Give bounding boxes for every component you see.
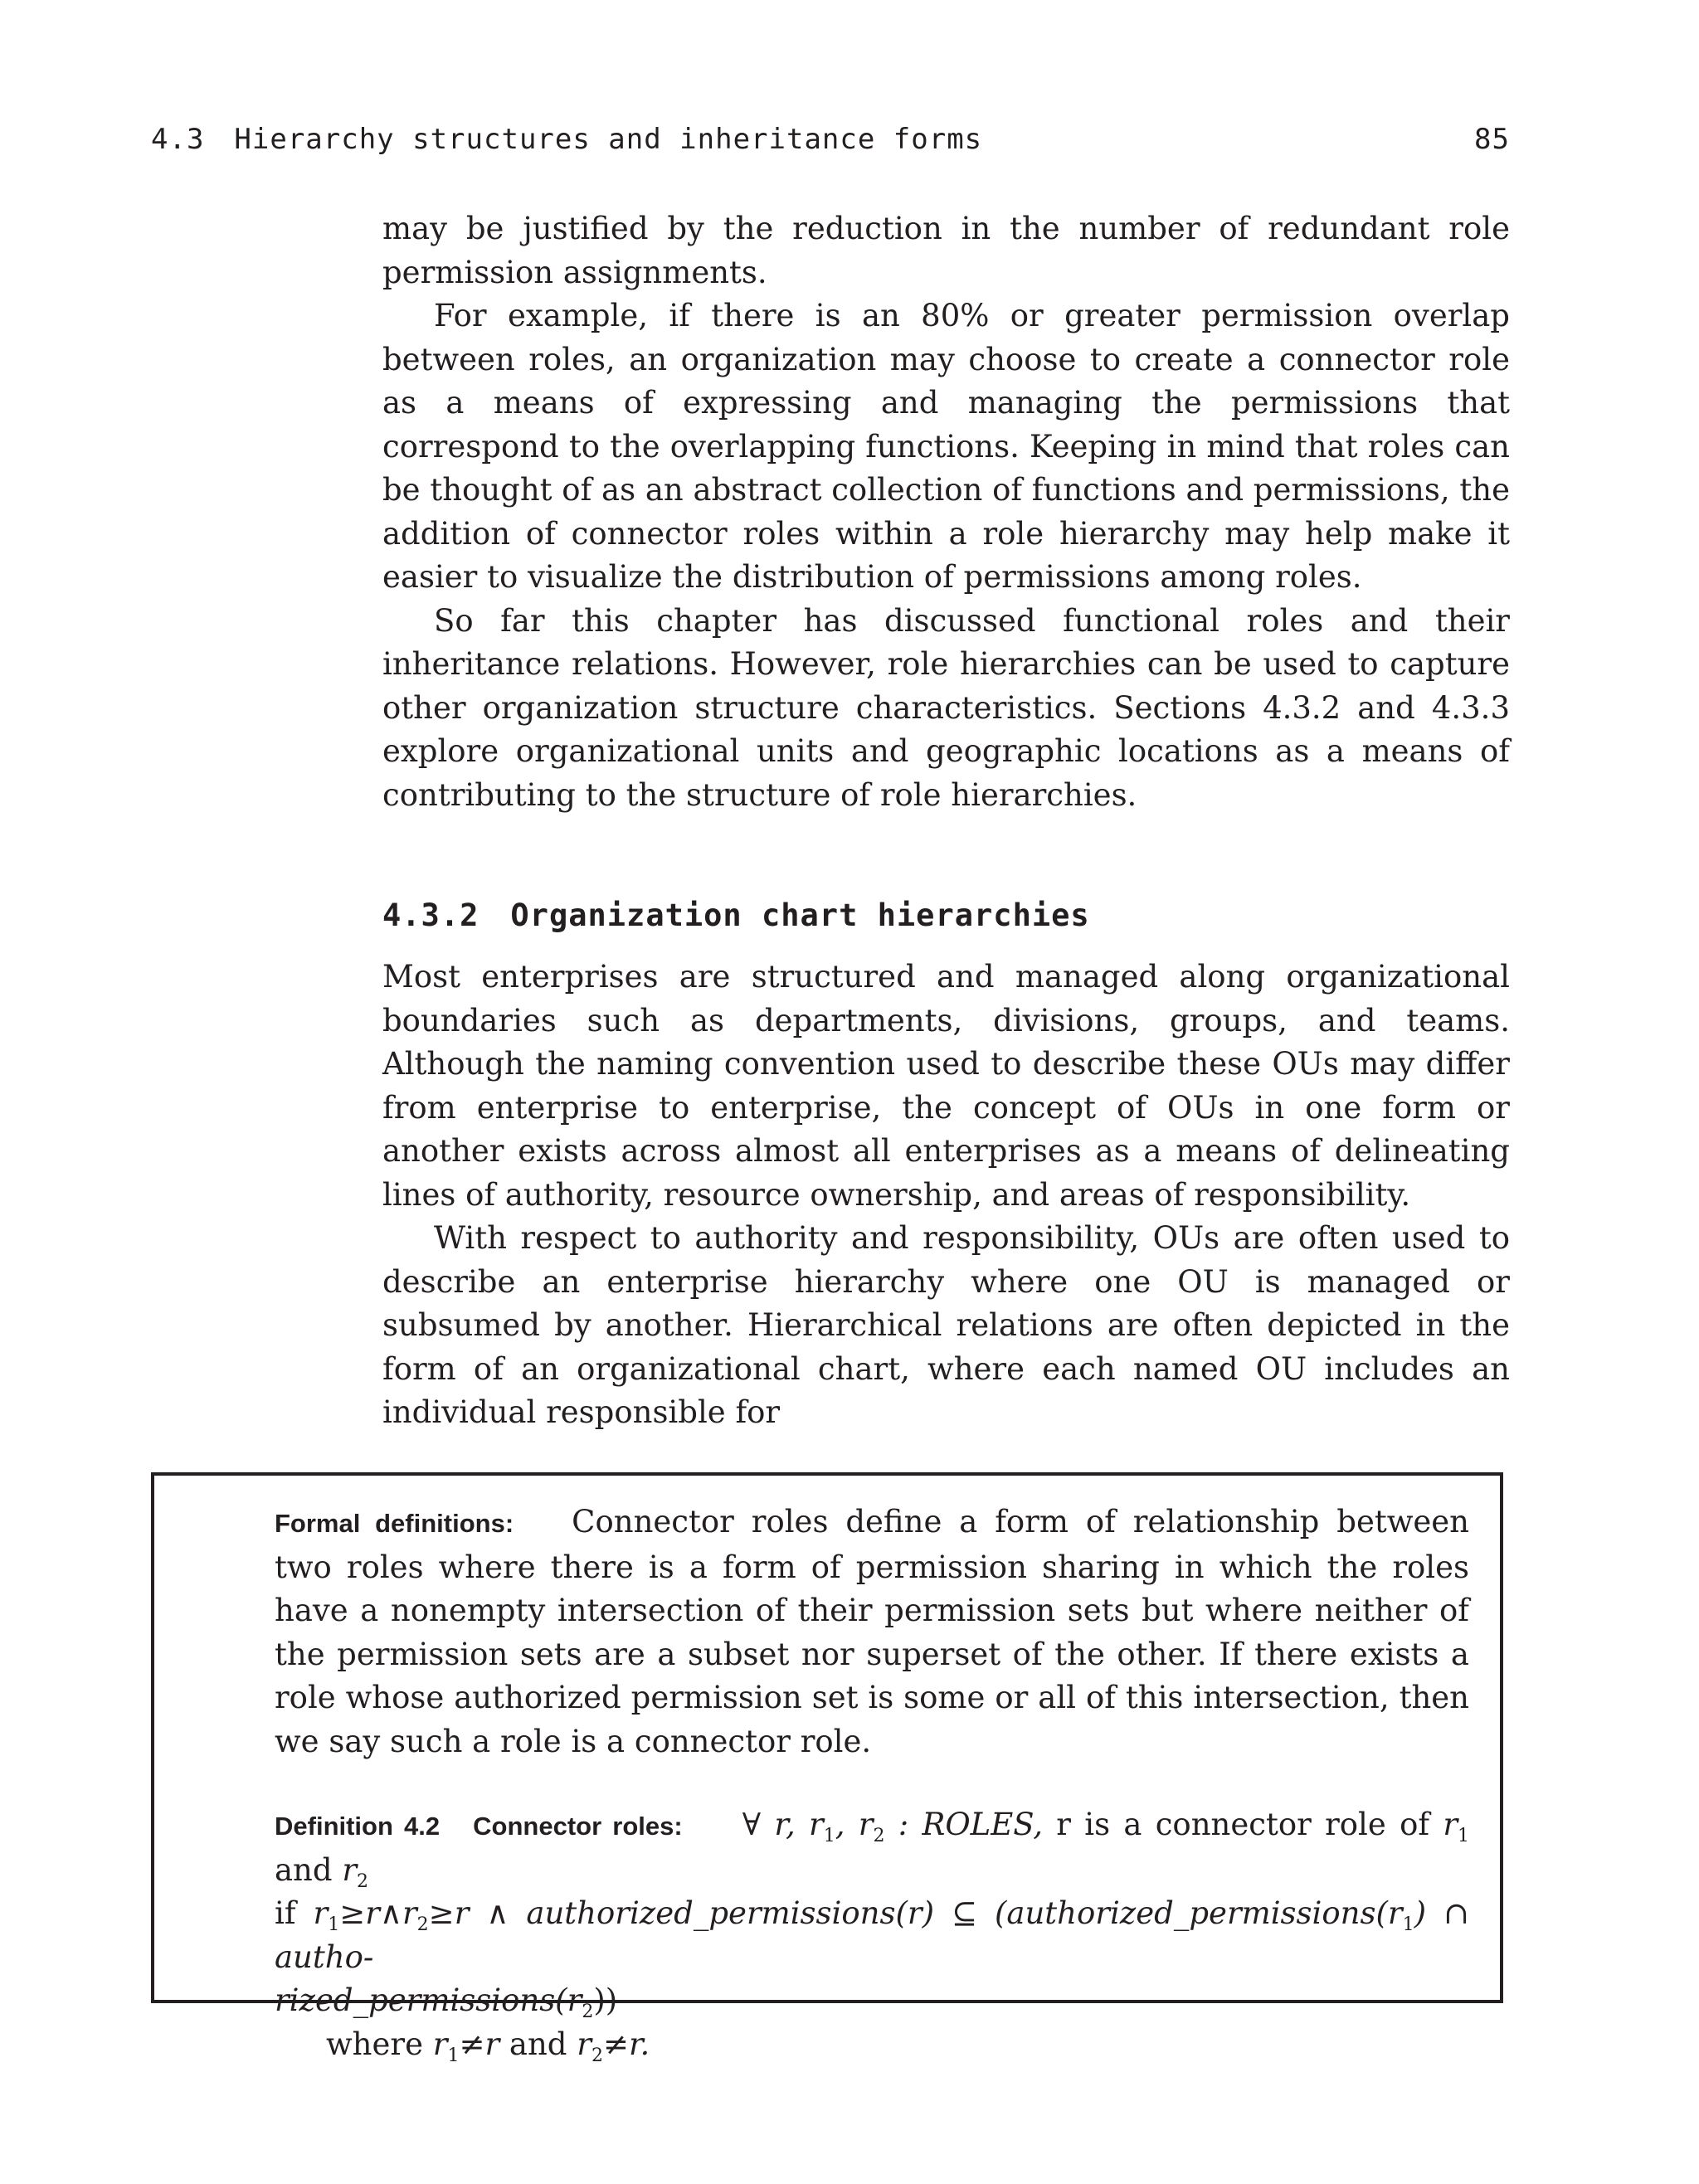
section-heading-title: Organization chart hierarchies <box>510 897 1090 933</box>
roles-set: : ROLES, <box>898 1807 1044 1842</box>
section-text-block <box>382 956 1510 1435</box>
paragraph-enterprise-boundaries: Most enterprises are structured and managed along organizational boundaries such as departments, divisions, groups, and teams. Although the naming convention used to describe these OUs may differ from enterprise to enterprise, the concept of OUs in one form or another exists across almost all enterprises as a means of delineating lines of authority, resource ownership, and areas of responsibility. <box>382 959 1510 1213</box>
subscript: 1 <box>328 1914 340 1935</box>
paragraph-authority-responsibility: With respect to authority and responsibility, OUs are often used to describe an enterprise hierarchy where one OU is managed or subsumed by another. Hierarchical relations are often depicted in the form of an organizational chart, where each named OU includes an individual responsible for <box>382 1220 1510 1430</box>
var-r1: r <box>432 2026 448 2062</box>
inherits-symbol: ≥ <box>339 1895 366 1931</box>
and-symbol: ∧ <box>486 1895 509 1931</box>
running-head-section-number: 4.3 <box>151 123 205 156</box>
formal-definitions-label: Formal definitions: <box>275 1509 514 1538</box>
authorized-permissions-r1 <box>994 1895 1427 1935</box>
definition-box <box>151 1472 1503 2066</box>
and-symbol: ∧ <box>379 1895 402 1931</box>
subscript: 2 <box>357 1870 369 1892</box>
subscript: 2 <box>582 2002 594 2022</box>
definition-4-2-statement <box>275 1803 1469 1892</box>
statement-text: r is a connector role of <box>1043 1807 1443 1842</box>
section-heading <box>382 897 1090 933</box>
not-equal-r: ≠r. <box>602 2026 650 2062</box>
forall-symbol: ∀ <box>742 1807 762 1842</box>
definition-4-2 <box>275 1803 1469 2066</box>
subscript: 1 <box>823 1826 835 1846</box>
definition-formula <box>275 1892 1469 1979</box>
subscript: 1 <box>447 2045 460 2066</box>
section-heading-number: 4.3.2 <box>382 897 480 933</box>
var-r: r <box>454 1895 470 1931</box>
not-equal-r: ≠r <box>459 2026 500 2062</box>
var-r: r <box>365 1895 380 1931</box>
paragraph-connector-example: For example, if there is an 80% or greater permission overlap between roles, an organization may choose to create a connector role as a means of expressing and managing the permissions that correspond to the overlapping functions. Keeping in mind that roles can be thought of as an abstract collection of functions and permissions, the addition of connector roles within a role hierarchy may help make it easier to visualize the distribution of permissions among roles. <box>382 298 1510 595</box>
var-r2: r <box>342 1851 358 1888</box>
definition-formula-continued <box>275 1979 1469 2023</box>
quantified-vars: r, r <box>774 1807 824 1842</box>
running-head-title <box>151 123 982 156</box>
running-head <box>151 121 1510 158</box>
rized-permissions: rized_permissions(r <box>275 1982 582 2018</box>
var-r2: r <box>402 1895 417 1931</box>
quantified-vars-2: , r <box>835 1807 874 1842</box>
formal-definitions <box>275 1501 1469 1763</box>
running-head-section-title: Hierarchy structures and inheritance forms <box>234 123 983 156</box>
definition-where-clause <box>275 2023 1469 2067</box>
closing-parens: )) <box>593 1982 618 2018</box>
top-text-block <box>382 207 1510 817</box>
authorized-permissions-r: authorized_permissions(r) <box>526 1895 935 1931</box>
subscript: 2 <box>416 1914 429 1935</box>
var-r2: r <box>577 2026 591 2062</box>
page-number: 85 <box>1474 123 1510 156</box>
and-word: and <box>499 2026 577 2062</box>
if-word: if <box>275 1895 296 1931</box>
subscript: 2 <box>873 1826 885 1846</box>
and-word: and <box>275 1851 343 1888</box>
var-r1: r <box>1443 1807 1458 1842</box>
inherits-symbol: ≥ <box>428 1895 455 1931</box>
subscript: 2 <box>591 2045 603 2066</box>
autho-fragment: autho- <box>275 1938 374 1975</box>
subscript: 1 <box>1402 1914 1414 1935</box>
definition-number-label: Definition 4.2 <box>275 1812 441 1841</box>
paragraph-continued: may be justified by the reduction in the number of redundant role permission assignments. <box>382 211 1510 290</box>
ap-r1-close: ) <box>1414 1895 1427 1931</box>
var-r1: r <box>313 1895 329 1931</box>
definition-title-label: Connector roles: <box>473 1812 683 1841</box>
subset-symbol: ⊆ <box>951 1895 977 1931</box>
intersection-symbol: ∩ <box>1443 1895 1469 1931</box>
formal-definitions-text: Connector roles define a form of relationship between two roles where there is a form of permission sharing in which the roles have a nonempty intersection of their permission sets but where neither of the permission sets are a subset nor superset of the other. If there exists a role whose authorized permission set is some or all of this intersection, then we say such a role is a connector role. <box>275 1504 1470 1759</box>
paragraph-chapter-summary: So far this chapter has discussed functional roles and their inheritance relations. However, role hierarchies can be used to capture other organization structure characteristics. Sections 4.3.2 and 4.3.3 explore organizational units and geographic locations as a means of contributing to the structure of role hierarchies. <box>382 602 1510 813</box>
subscript: 1 <box>1458 1826 1470 1846</box>
ap-r1-open: (authorized_permissions(r <box>994 1895 1403 1931</box>
where-word: where <box>326 2026 423 2062</box>
